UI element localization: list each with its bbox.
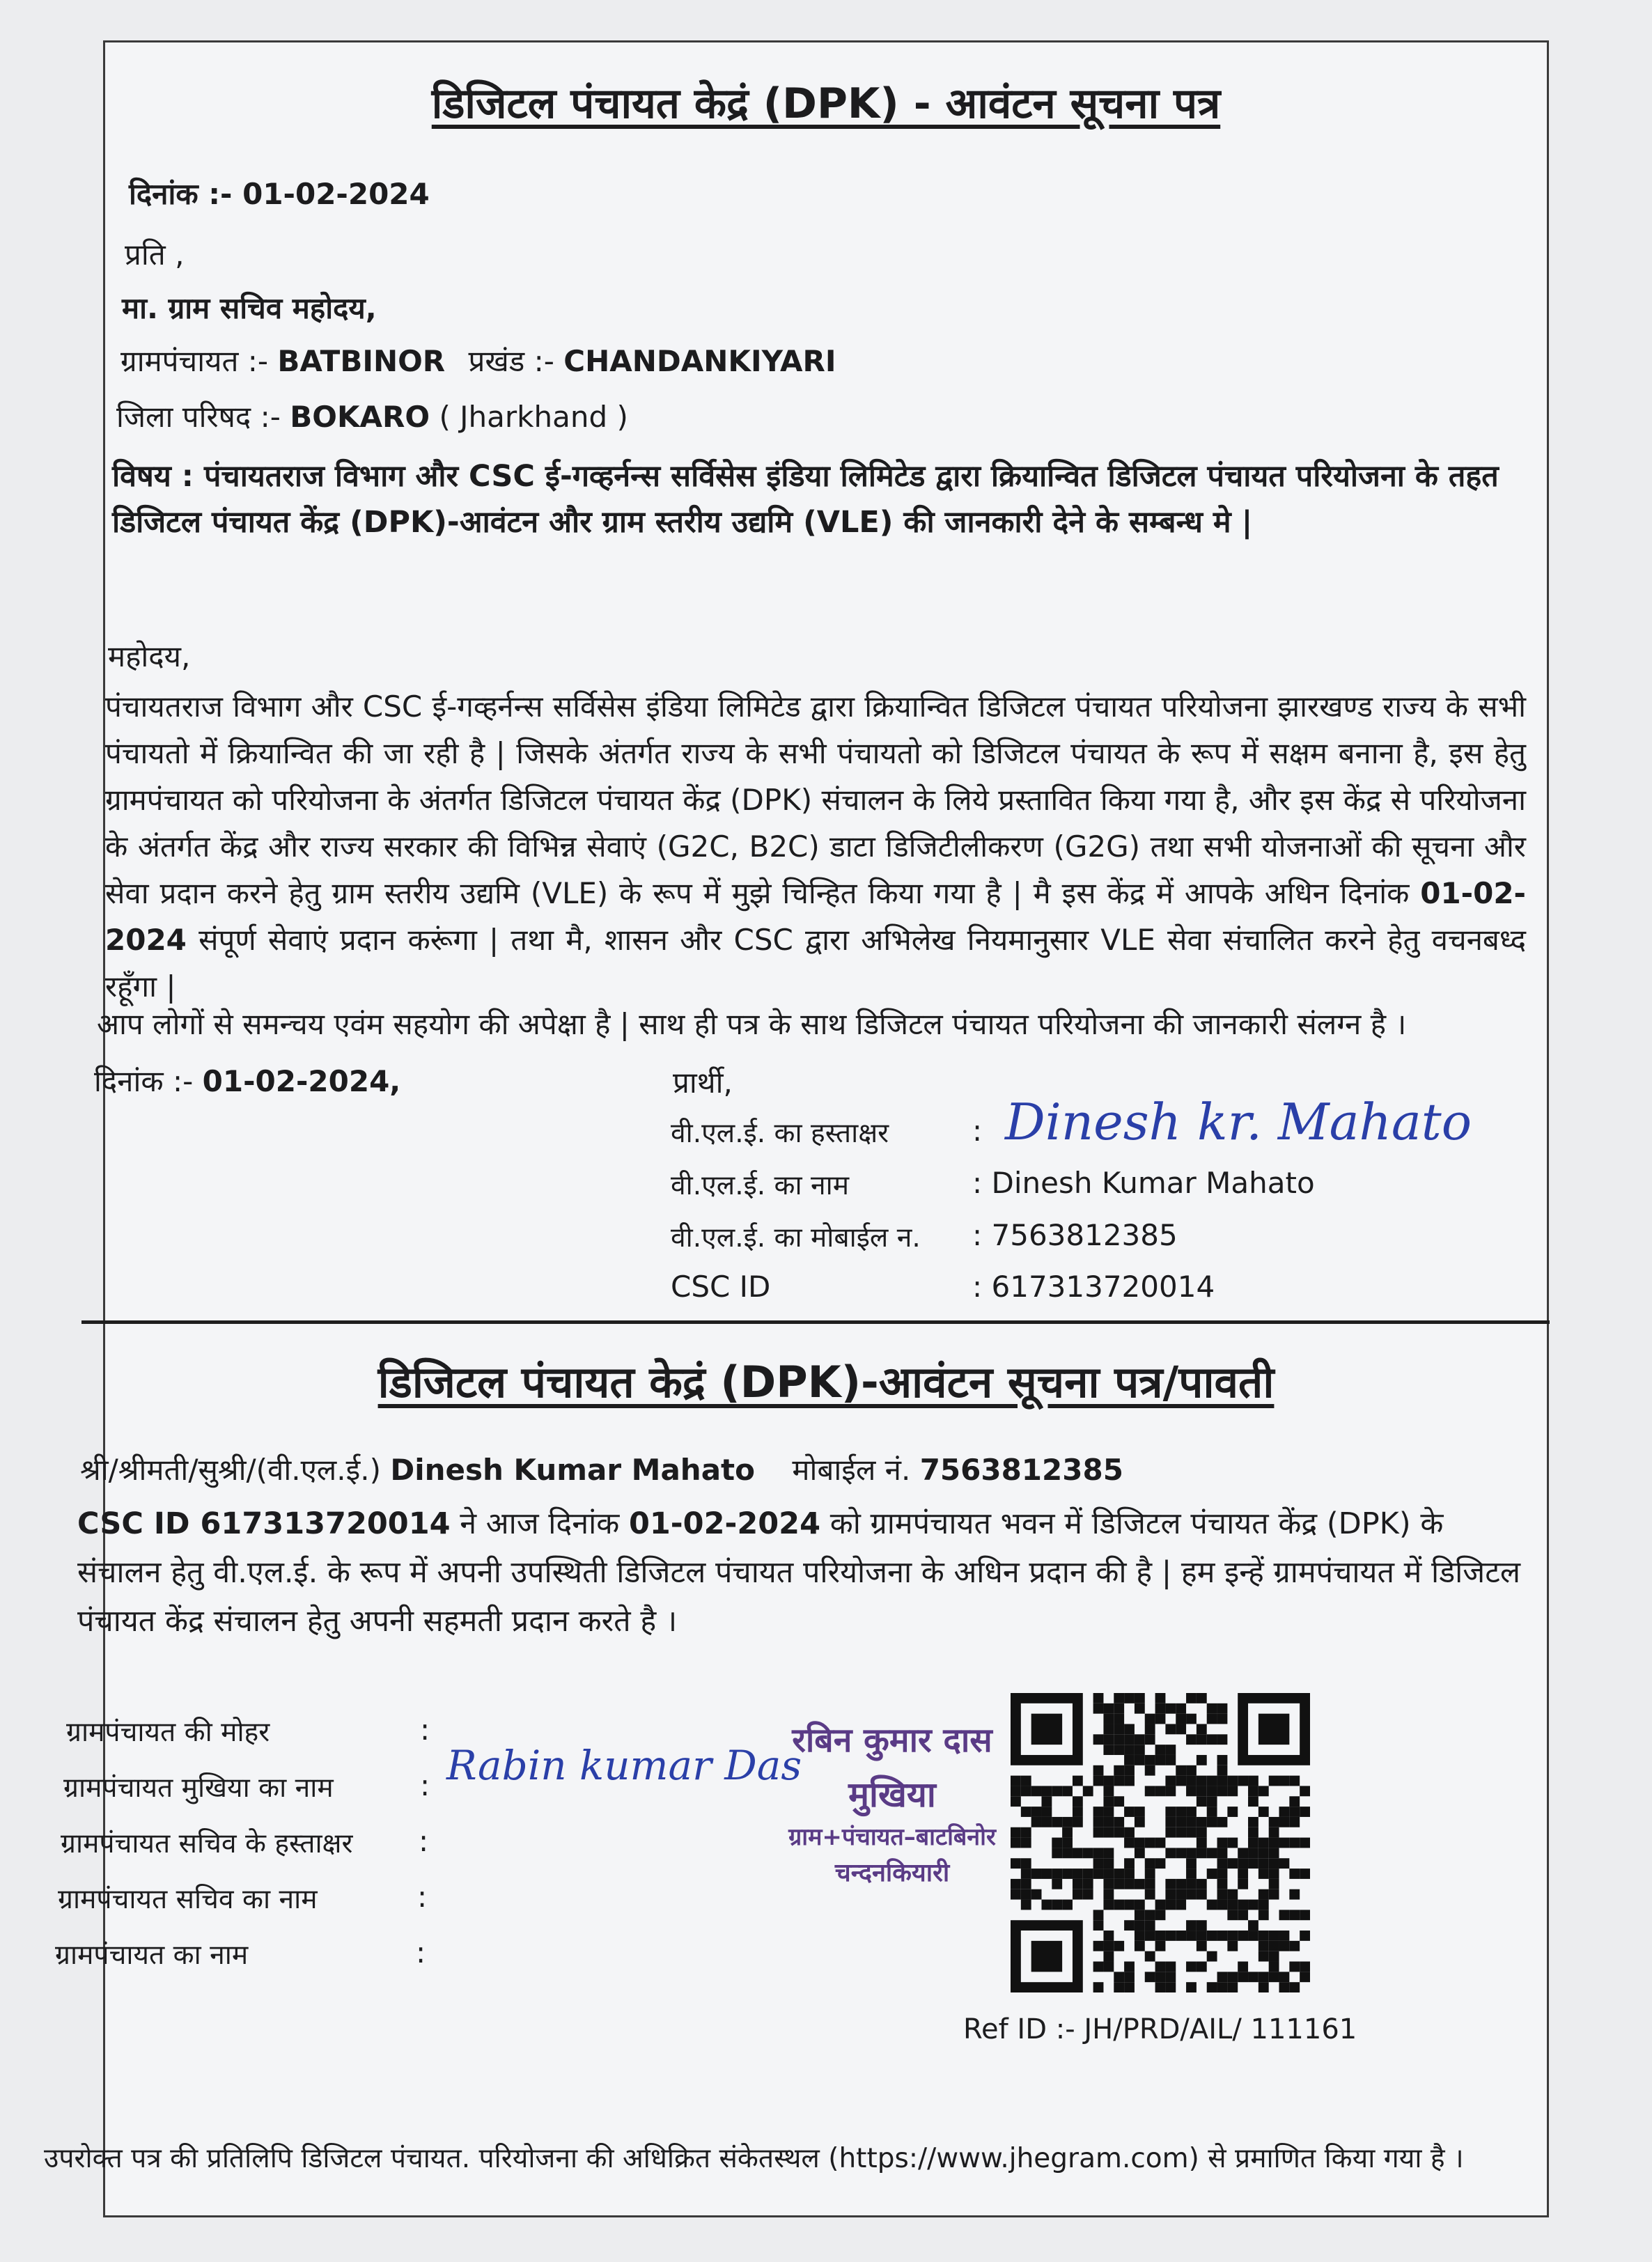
- colon-4: :: [417, 1880, 428, 1914]
- letter-title: डिजिटल पंचायत केद्रं (DPK) - आवंटन सूचना पत्र: [431, 79, 1221, 128]
- stamp-title: मुखिया: [848, 1774, 936, 1815]
- body-part2: संपूर्ण सेवाएं प्रदान करूंगा | तथा मै, शासन और CSC द्वारा अभिलेख नियमानुसार VLE सेवा संचालित करने हेतु वचनबध्द रहूँगा |: [105, 923, 1526, 1004]
- closing-date-label: दिनांक :-: [94, 1064, 194, 1098]
- stamp-block: चन्दनकियारी: [834, 1859, 950, 1887]
- receipt-name: Dinesh Kumar Mahato: [390, 1453, 755, 1487]
- prati: प्रति ,: [125, 237, 185, 272]
- field-mukhiya-label: ग्रामपंचायत मुखिया का नाम: [63, 1772, 334, 1804]
- receipt-mobile-label: मोबाईल नं.: [792, 1453, 911, 1487]
- receipt-name-prefix: श्री/श्रीमती/सुश्री/(वी.एल.ई.): [80, 1453, 381, 1487]
- field-secretary-name-label: ग्रामपंचायत सचिव का नाम: [58, 1884, 318, 1915]
- qr-code: [1011, 1693, 1310, 1992]
- gp-label: ग्रामपंचायत :-: [120, 344, 269, 378]
- vle-name-value: : Dinesh Kumar Mahato: [972, 1166, 1315, 1200]
- vle-signature: Dinesh kr. Mahato: [1005, 1093, 1472, 1151]
- applicant-label: प्रार्थी,: [673, 1066, 733, 1100]
- receipt-name-line: [80, 1449, 1123, 1489]
- receipt-date: 01-02-2024: [628, 1506, 821, 1541]
- stamp-name: रबिन कुमार दास: [792, 1721, 992, 1760]
- subject: विषय : पंचायतराज विभाग और CSC ई-गव्हर्नन्स सर्विसेस इंडिया लिमिटेड द्वारा क्रियान्वित डिजिटल पंचायत परियोजना के तहत डिजिटल पंचायत केंद्र (DPK)-आवंटन और ग्राम स्तरीय उद्यमि (VLE) की जानकारी देने के सम्बन्ध मे |: [112, 459, 1499, 540]
- block-value: CHANDANKIYARI: [563, 344, 836, 378]
- footer-note: उपरोक्त पत्र की प्रतिलिपि डिजिटल पंचायत. परियोजना की अधिक्रित संकेतस्थल (https://www.jhegram.com) से प्रमाणित किया गया है ।: [44, 2143, 1464, 2174]
- closing-date: [94, 1061, 400, 1100]
- field-secretary-sign-label: ग्रामपंचायत सचिव के हस्ताक्षर: [61, 1828, 353, 1859]
- letter-date: दिनांक :- 01-02-2024: [129, 177, 430, 211]
- receipt-text-2: को ग्रामपंचायत भवन में डिजिटल पंचायत केंद्र (DPK) के संचालन हेतु वी.एल.ई. के रूप में अपनी उपस्थिती डिजिटल पंचायत परियोजना के अधिन प्रदान की है | हम इन्हें ग्रामपंचायत में डिजिटल पंचायत केंद्र संचालन हेतु अपनी सहमती प्रदान करते है ।: [77, 1506, 1521, 1639]
- mukhiya-signature: Rabin kumar Das: [446, 1742, 802, 1789]
- district-label: जिला परिषद :-: [116, 400, 281, 434]
- receipt-mobile: 7563812385: [919, 1453, 1123, 1487]
- document-sheet: [44, 40, 1549, 2217]
- vle-name-label: वी.एल.ई. का नाम: [671, 1170, 850, 1201]
- field-stamp-label: ग्रामपंचायत की मोहर: [66, 1717, 270, 1748]
- vle-mobile-value: : 7563812385: [972, 1218, 1178, 1252]
- vle-sign-colon: :: [972, 1114, 983, 1148]
- receipt-title: डिजिटल पंचायत केद्रं (DPK)-आवंटन सूचना पत्र/पावती: [377, 1357, 1275, 1407]
- colon-5: :: [416, 1935, 426, 1970]
- stamp-gp: ग्राम+पंचायत–बाटबिनोर: [788, 1823, 996, 1851]
- addressee: मा. ग्राम सचिव महोदय,: [122, 291, 377, 325]
- body-paragraph-2: आप लोगों से समन्चय एवंम सहयोग की अपेक्षा है | साथ ही पत्र के साथ डिजिटल पंचायत परियोजना की जानकारी संलग्न है ।: [97, 1007, 1407, 1041]
- state-value: ( Jharkhand ): [439, 400, 628, 434]
- colon-2: :: [420, 1768, 430, 1802]
- ref-id: Ref ID :- JH/PRD/AIL/ 111161: [963, 2013, 1357, 2045]
- block-label: प्रखंड :-: [468, 344, 554, 378]
- closing-date-value: 01-02-2024,: [202, 1064, 401, 1098]
- field-gp-name-label: ग्रामपंचायत का नाम: [55, 1940, 249, 1971]
- body-part1: पंचायतराज विभाग और CSC ई-गव्हर्नन्स सर्विसेस इंडिया लिमिटेड द्वारा क्रियान्वित डिजिटल पंचायत परियोजना झारखण्ड राज्य के सभी पंचायतो में क्रियान्वित की जा रही है | जिसके अंतर्गत राज्य के सभी पंचायतो को डिजिटल पंचायत के रूप में सक्षम बनाना है, इस हेतु ग्रामपंचायत को परियोजना के अंतर्गत डिजिटल पंचायत केंद्र (DPK) संचालन के लिये प्रस्तावित किया गया है, और इस केंद्र से परियोजना के अंतर्गत केंद्र और राज्य सरकार की विभिन्न सेवाएं (G2C, B2C) डाटा डिजिटीलीकरण (G2G) तथा सभी योजनाओं की सूचना और सेवा प्रदान करने हेतु ग्राम स्तरीय उद्यमि (VLE) के रूप में मुझे चिन्हित किया गया है | मै इस केंद्र में आपके अधिन दिनांक: [105, 689, 1526, 910]
- section-divider: [81, 1320, 1550, 1324]
- district-value: BOKARO: [290, 400, 430, 434]
- gp-line: [120, 341, 836, 380]
- body-paragraph: [105, 683, 1526, 1010]
- vle-sign-label: वी.एल.ई. का हस्ताक्षर: [671, 1118, 889, 1149]
- salutation: महोदय,: [108, 639, 191, 673]
- colon-3: :: [419, 1824, 429, 1858]
- receipt-paragraph: [77, 1499, 1533, 1646]
- csc-id-label: CSC ID: [671, 1270, 771, 1304]
- gp-value: BATBINOR: [277, 344, 446, 378]
- body-date: 01-02-2024: [105, 876, 1526, 957]
- receipt-text-1: ने आज दिनांक: [460, 1506, 620, 1541]
- csc-id-value: : 617313720014: [972, 1270, 1215, 1304]
- colon-1: :: [420, 1713, 430, 1747]
- district-line: [116, 396, 628, 436]
- vle-mobile-label: वी.एल.ई. का मोबाईल न.: [671, 1222, 921, 1254]
- receipt-csc: CSC ID 617313720014: [77, 1506, 451, 1541]
